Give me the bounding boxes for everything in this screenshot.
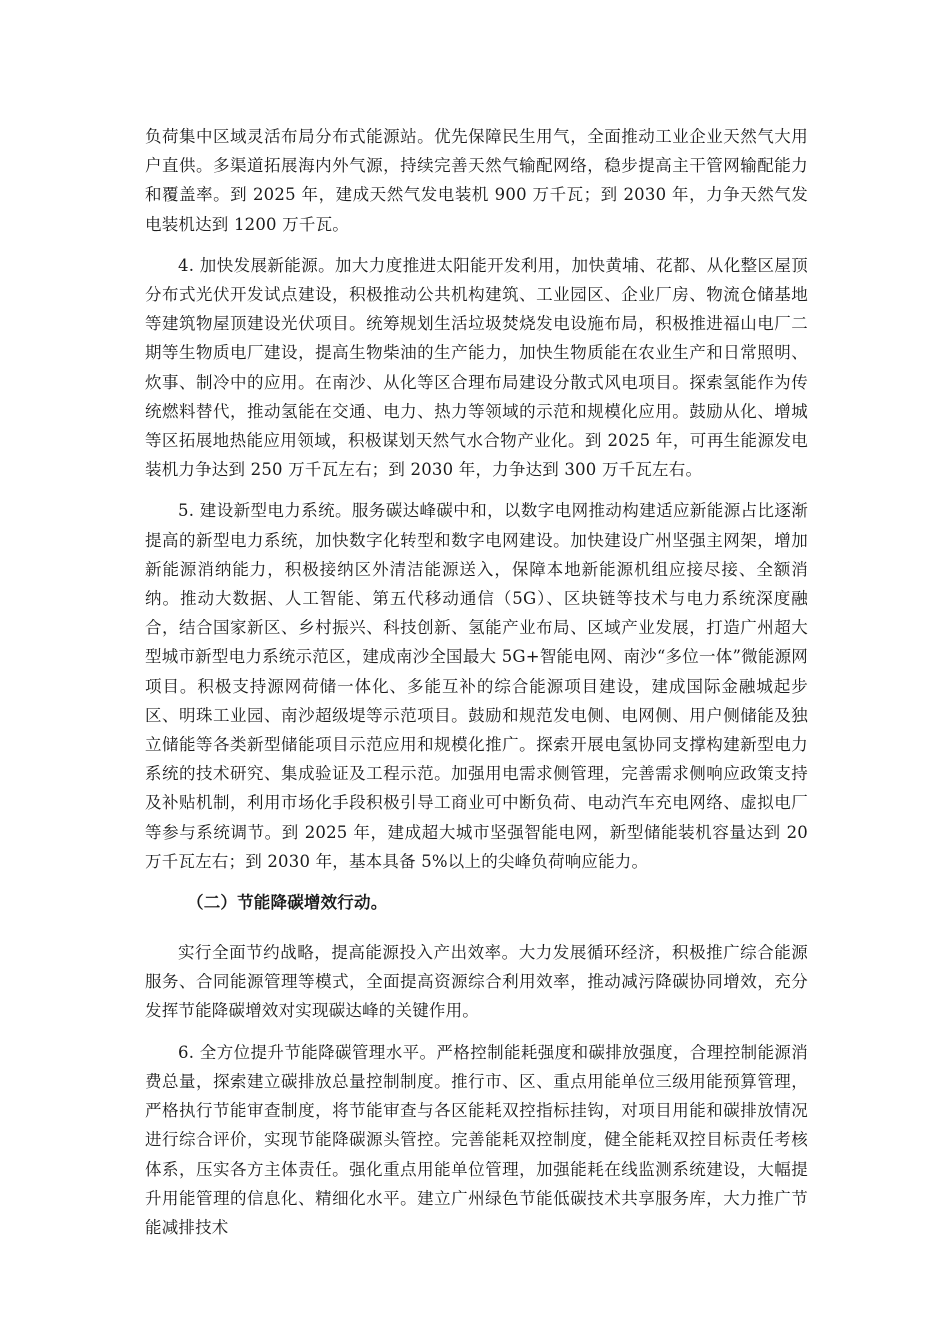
paragraph-natural-gas-continued: 负荷集中区域灵活布局分布式能源站。优先保障民生用气，全面推动工业企业天然气大用户直供。多渠道拓展海内外气源，持续完善天然气输配网络，稳步提高主干管网输配能力和覆盖率。到 2025 年，建成天然气发电装机 900 万千瓦；到 2030 年，力争天然气发电装机达到 1200 万千瓦。: [145, 127, 808, 234]
paragraph-new-energy: 4. 加快发展新能源。加大力度推进太阳能开发利用，加快黄埔、花都、从化整区屋顶分布式光伏开发试点建设，积极推动公共机构建筑、工业园区、企业厂房、物流仓储基地等建筑物屋顶建设光伏项目。统筹规划生活垃圾焚烧发电设施布局，积极推进福山电厂二期等生物质电厂建设，提高生物柴油的生产能力，加快生物质能在农业生产和日常照明、炊事、制冷中的应用。在南沙、从化等区合理布局建设分散式风电项目。探索氢能作为传统燃料替代，推动氢能在交通、电力、热力等领域的示范和规模化应用。鼓励从化、增城等区拓展地热能应用领域，积极谋划天然气水合物产业化。到 2025 年，可再生能源发电装机力争达到 250 万千瓦左右；到 2030 年，力争达到 300 万千瓦左右。: [145, 255, 808, 480]
paragraph-energy-management: 6. 全方位提升节能降碳管理水平。严格控制能耗强度和碳排放强度，合理控制能源消费总量，探索建立碳排放总量控制制度。推行市、区、重点用能单位三级用能预算管理，严格执行节能审查制度，将节能审查与各区能耗双控指标挂钩，对项目用能和碳排放情况进行综合评价，实现节能降碳源头管控。完善能耗双控制度，健全能耗双控目标责任考核体系，压实各方主体责任。强化重点用能单位管理，加强能耗在线监测系统建设，大幅提升用能管理的信息化、精细化水平。建立广州绿色节能低碳技术共享服务库，大力推广节能减排技术: [145, 1042, 808, 1237]
paragraph-new-power-system: 5. 建设新型电力系统。服务碳达峰碳中和，以数字电网推动构建适应新能源占比逐渐提高的新型电力系统，加快数字化转型和数字电网建设。加快建设广州坚强主网架，增加新能源消纳能力，积极接纳区外清洁能源送入，保障本地新能源机组应接尽接、全额消纳。推动大数据、人工智能、第五代移动通信（5G）、区块链等技术与电力系统深度融合，结合国家新区、乡村振兴、科技创新、氢能产业布局、区域产业发展，打造广州超大型城市新型电力系统示范区，建成南沙全国最大 5G+智能电网、南沙“多位一体”微能源网项目。积极支持源网荷储一体化、多能互补的综合能源项目建设，建成国际金融城起步区、明珠工业园、南沙超级堤等示范项目。鼓励和规范发电侧、电网侧、用户侧储能及独立储能等各类新型储能项目示范应用和规模化推广。探索开展电氢协同支撑构建新型电力系统的技术研究、集成验证及工程示范。加强用电需求侧管理，完善需求侧响应政策支持及补贴机制，利用市场化手段积极引导工商业可中断负荷、电动汽车充电网络、虚拟电厂等参与系统调节。到 2025 年，建成超大城市坚强智能电网，新型储能装机容量达到 20 万千瓦左右；到 2030 年，基本具备 5%以上的尖峰负荷响应能力。: [145, 501, 808, 871]
paragraph-energy-saving-intro: 实行全面节约战略，提高能源投入产出效率。大力发展循环经济，积极推广综合能源服务、合同能源管理等模式，全面提高资源综合利用效率，推动减污降碳协同增效，充分发挥节能降碳增效对实现碳达峰的关键作用。: [145, 943, 808, 1021]
section-heading-energy-saving: （二）节能降碳增效行动。: [187, 893, 388, 913]
document-page: [145, 122, 808, 1254]
